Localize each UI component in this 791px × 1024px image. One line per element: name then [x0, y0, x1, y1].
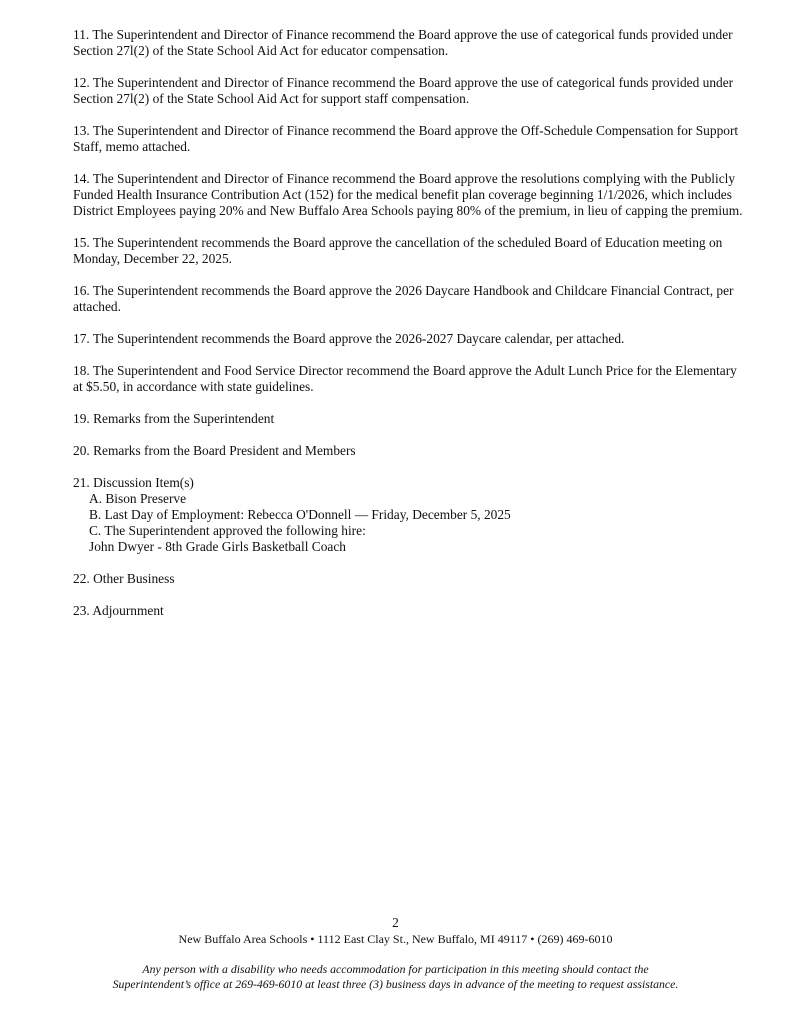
agenda-item-15: 15. The Superintendent recommends the Board approve the cancellation of the scheduled Board of Education meeting on Monday, December 22, 2025. [73, 235, 723, 266]
agenda-item-21-discussion [73, 475, 745, 555]
agenda-body [73, 27, 745, 635]
disclaimer-line-2: Superintendent’s office at 269-469-6010 at least three (3) business days in advance of the meeting to request assistance. [112, 977, 679, 991]
agenda-item-19: 19. Remarks from the Superintendent [73, 411, 275, 426]
agenda-item-16: 16. The Superintendent recommends the Board approve the 2026 Daycare Handbook and Childcare Financial Contract, per attached. [73, 283, 734, 314]
agenda-item-18: 18. The Superintendent and Food Service Director recommend the Board approve the Adult Lunch Price for the Elementary at $5.50, in accordance with state guidelines. [73, 363, 737, 394]
discussion-hire-detail: John Dwyer - 8th Grade Girls Basketball Coach [89, 539, 346, 554]
agenda-item-11: 11. The Superintendent and Director of Finance recommend the Board approve the use of categorical funds provided under Section 27l(2) of the State School Aid Act for educator compensation. [73, 27, 733, 58]
agenda-item-14: 14. The Superintendent and Director of Finance recommend the Board approve the resolutions complying with the Publicly Funded Health Insurance Contribution Act (152) for the medical benefit plan coverage beginning 1/1/2026, which includes District Employees paying 20% and New Buffalo Area Schools paying 80% of the premium, in lieu of capping the premium. [73, 171, 743, 218]
discussion-heading: 21. Discussion Item(s) [73, 475, 194, 490]
footer-address: New Buffalo Area Schools • 1112 East Clay St., New Buffalo, MI 49117 • (269) 469-6010 [178, 932, 613, 946]
discussion-item-c: C. The Superintendent approved the following hire: [89, 523, 366, 538]
agenda-item-23: 23. Adjournment [73, 603, 164, 618]
discussion-item-b: B. Last Day of Employment: Rebecca O'Donnell — Friday, December 5, 2025 [89, 507, 511, 522]
agenda-item-12: 12. The Superintendent and Director of Finance recommend the Board approve the use of categorical funds provided under Section 27l(2) of the State School Aid Act for support staff compensation. [73, 75, 734, 106]
disclaimer-line-1: Any person with a disability who needs accommodation for participation in this meeting should contact the [142, 962, 649, 976]
agenda-item-17: 17. The Superintendent recommends the Board approve the 2026-2027 Daycare calendar, per attached. [73, 331, 625, 346]
agenda-item-20: 20. Remarks from the Board President and Members [73, 443, 356, 458]
footer-disclaimer [0, 962, 791, 992]
agenda-item-22: 22. Other Business [73, 571, 175, 586]
page-number: 2 [392, 915, 399, 930]
discussion-item-a: A. Bison Preserve [89, 491, 187, 506]
agenda-item-13: 13. The Superintendent and Director of Finance recommend the Board approve the Off-Schedule Compensation for Support Staff, memo attached. [73, 123, 739, 154]
